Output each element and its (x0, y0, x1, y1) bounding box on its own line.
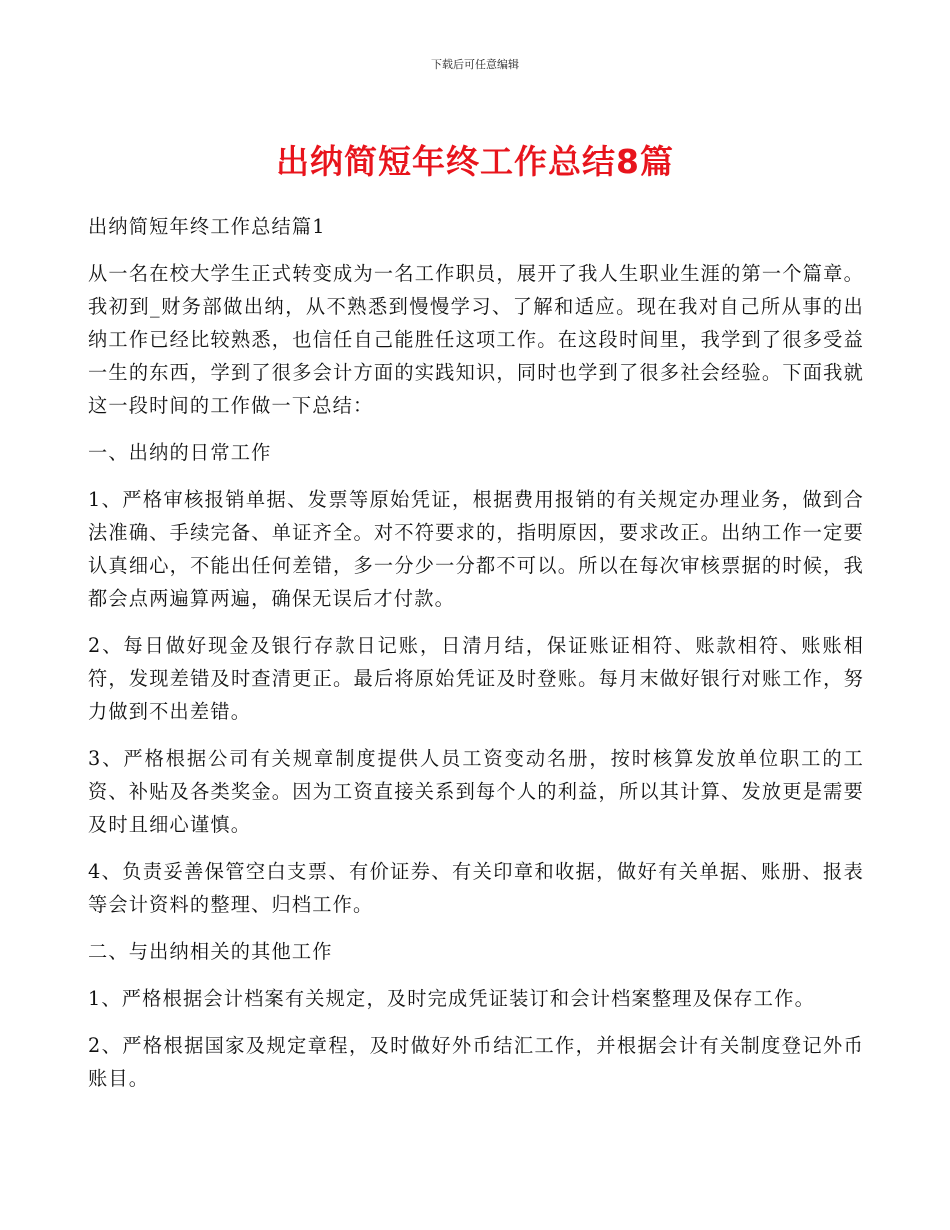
paragraph-item: 4、负责妥善保管空白支票、有价证券、有关印章和收据，做好有关单据、账册、报表等会计资料的整理、归档工作。 (88, 860, 864, 916)
paragraph-intro: 从一名在校大学生正式转变成为一名工作职员，展开了我人生职业生涯的第一个篇章。我初到_财务部做出纳，从不熟悉到慢慢学习、了解和适应。现在我对自己所从事的出纳工作已经比较熟悉，也信任自己能胜任这项工作。在这段时间里，我学到了很多受益一生的东西，学到了很多会计方面的实践知识，同时也学到了很多社会经验。下面我就这一段时间的工作做一下总结： (88, 262, 864, 417)
document-title: 出纳简短年终工作总结8篇 (276, 142, 674, 181)
section-heading: 二、与出纳相关的其他工作 (88, 940, 333, 963)
paragraph-item: 3、严格根据公司有关规章制度提供人员工资变动名册，按时核算发放单位职工的工资、补贴及各类奖金。因为工资直接关系到每个人的利益，所以其计算、发放更是需要及时且细心谨慎。 (88, 747, 864, 836)
section-heading: 出纳简短年终工作总结篇1 (88, 215, 326, 238)
header-note: 下载后可任意编辑 (431, 58, 519, 71)
section-heading: 一、出纳的日常工作 (88, 441, 272, 464)
paragraph-item: 2、每日做好现金及银行存款日记账，日清月结，保证账证相符、账款相符、账账相符，发现差错及时查清更正。最后将原始凭证及时登账。每月末做好银行对账工作，努力做到不出差错。 (88, 634, 864, 723)
paragraph-item: 1、严格审核报销单据、发票等原始凭证，根据费用报销的有关规定办理业务，做到合法准确、手续完备、单证齐全。对不符要求的，指明原因，要求改正。出纳工作一定要认真细心，不能出任何差错，多一分少一分都不可以。所以在每次审核票据的时候，我都会点两遍算两遍，确保无误后才付款。 (88, 488, 864, 610)
document-body (88, 210, 864, 1109)
paragraph-item: 2、严格根据国家及规定章程，及时做好外币结汇工作，并根据会计有关制度登记外币账目。 (88, 1034, 864, 1090)
paragraph-item: 1、严格根据会计档案有关规定，及时完成凭证装订和会计档案整理及保存工作。 (88, 987, 815, 1010)
